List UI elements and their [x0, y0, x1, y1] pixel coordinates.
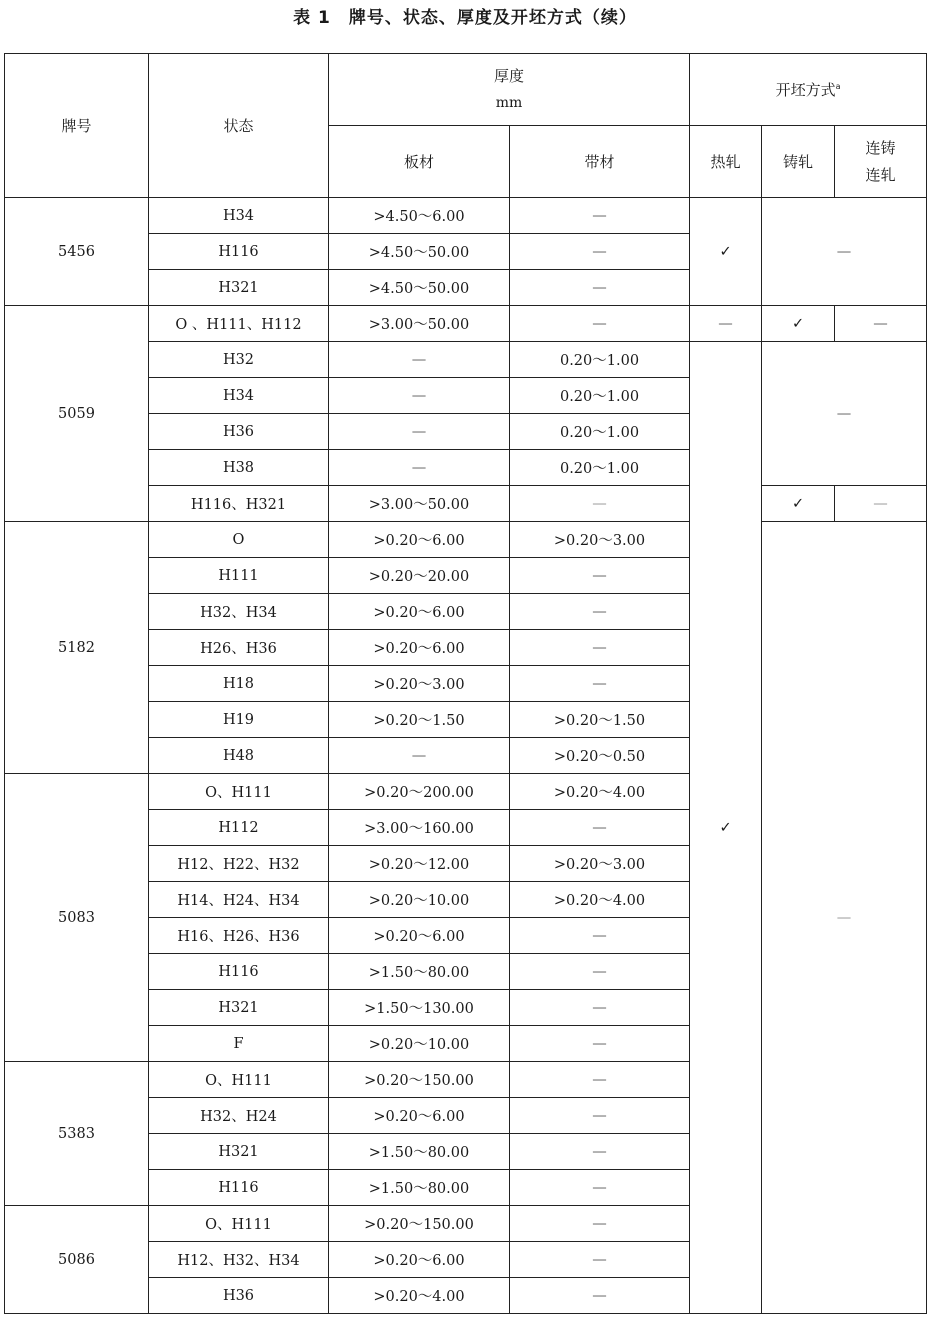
- strip-cell: —: [510, 954, 690, 990]
- strip-cell: —: [510, 1278, 690, 1314]
- temper-cell: F: [149, 1026, 329, 1062]
- temper-cell: O 、H111、H112: [149, 306, 329, 342]
- cast-continuous-5456: —: [762, 198, 927, 306]
- grade-cell: 5086: [5, 1206, 149, 1314]
- table-row: [5, 198, 927, 234]
- temper-cell: H32、H34: [149, 594, 329, 630]
- strip-cell: —: [510, 486, 690, 522]
- plate-cell: >0.20～1.50: [329, 702, 510, 738]
- strip-cell: >0.20～0.50: [510, 738, 690, 774]
- temper-cell: H32、H24: [149, 1098, 329, 1134]
- plate-cell: >4.50～6.00: [329, 198, 510, 234]
- temper-cell: H12、H32、H34: [149, 1242, 329, 1278]
- header-grade: 牌号: [5, 54, 149, 198]
- plate-cell: >0.20～12.00: [329, 846, 510, 882]
- hot-rolled-shared: ✓: [690, 342, 762, 1314]
- temper-cell: H34: [149, 378, 329, 414]
- header-temper: 状态: [149, 54, 329, 198]
- strip-cell: —: [510, 1098, 690, 1134]
- plate-cell: >0.20～20.00: [329, 558, 510, 594]
- header-method-footnote: a: [835, 82, 841, 91]
- continuous-5059-o: —: [835, 306, 927, 342]
- plate-cell: —: [329, 378, 510, 414]
- plate-cell: >0.20～150.00: [329, 1206, 510, 1242]
- header-continuous: [835, 126, 927, 198]
- header-strip: 带材: [510, 126, 690, 198]
- strip-cell: —: [510, 594, 690, 630]
- temper-cell: H12、H22、H32: [149, 846, 329, 882]
- plate-cell: >3.00～160.00: [329, 810, 510, 846]
- strip-cell: >0.20～4.00: [510, 882, 690, 918]
- strip-cell: —: [510, 990, 690, 1026]
- temper-cell: H18: [149, 666, 329, 702]
- grade-cell: 5083: [5, 774, 149, 1062]
- strip-cell: 0.20～1.00: [510, 378, 690, 414]
- temper-cell: H111: [149, 558, 329, 594]
- temper-cell: H32: [149, 342, 329, 378]
- table-title: 表 1 牌号、状态、厚度及开坯方式（续）: [293, 8, 637, 28]
- strip-cell: —: [510, 558, 690, 594]
- header-method: [690, 54, 927, 126]
- plate-cell: >0.20～4.00: [329, 1278, 510, 1314]
- header-thickness-unit: mm: [495, 94, 523, 111]
- continuous-5059-h116: —: [835, 486, 927, 522]
- strip-cell: —: [510, 918, 690, 954]
- header-continuous-line2: 连轧: [865, 165, 896, 184]
- plate-cell: >0.20～150.00: [329, 1062, 510, 1098]
- grade-cell: 5182: [5, 522, 149, 774]
- temper-cell: H321: [149, 990, 329, 1026]
- grade-temper-thickness-table: [4, 53, 927, 1314]
- plate-cell: >3.00～50.00: [329, 486, 510, 522]
- temper-cell: O、H111: [149, 1062, 329, 1098]
- plate-cell: >3.00～50.00: [329, 306, 510, 342]
- plate-cell: >0.20～6.00: [329, 630, 510, 666]
- grade-cell: 5456: [5, 198, 149, 306]
- temper-cell: H14、H24、H34: [149, 882, 329, 918]
- grade-cell: 5383: [5, 1062, 149, 1206]
- plate-cell: —: [329, 738, 510, 774]
- strip-cell: 0.20～1.00: [510, 450, 690, 486]
- strip-cell: —: [510, 1170, 690, 1206]
- temper-cell: H116、H321: [149, 486, 329, 522]
- temper-cell: H116: [149, 234, 329, 270]
- temper-cell: H116: [149, 1170, 329, 1206]
- plate-cell: —: [329, 450, 510, 486]
- temper-cell: H321: [149, 270, 329, 306]
- strip-cell: —: [510, 1026, 690, 1062]
- grade-cell: 5059: [5, 306, 149, 522]
- strip-cell: —: [510, 234, 690, 270]
- temper-cell: H16、H26、H36: [149, 918, 329, 954]
- strip-cell: —: [510, 1206, 690, 1242]
- header-cast-rolled: 铸轧: [762, 126, 835, 198]
- strip-cell: >0.20～3.00: [510, 522, 690, 558]
- temper-cell: H36: [149, 1278, 329, 1314]
- plate-cell: >4.50～50.00: [329, 270, 510, 306]
- strip-cell: —: [510, 666, 690, 702]
- cast-continuous-5059-h3x: —: [762, 342, 927, 486]
- hot-rolled-5456: ✓: [690, 198, 762, 306]
- temper-cell: H116: [149, 954, 329, 990]
- strip-cell: —: [510, 198, 690, 234]
- plate-cell: >0.20～6.00: [329, 1098, 510, 1134]
- strip-cell: —: [510, 1062, 690, 1098]
- plate-cell: >0.20～6.00: [329, 594, 510, 630]
- plate-cell: >1.50～80.00: [329, 1170, 510, 1206]
- strip-cell: —: [510, 306, 690, 342]
- header-continuous-line1: 连铸: [865, 138, 896, 157]
- strip-cell: 0.20～1.00: [510, 342, 690, 378]
- temper-cell: H19: [149, 702, 329, 738]
- temper-cell: O、H111: [149, 774, 329, 810]
- strip-cell: >0.20～4.00: [510, 774, 690, 810]
- strip-cell: —: [510, 1242, 690, 1278]
- table-row: [5, 306, 927, 342]
- plate-cell: >0.20～6.00: [329, 1242, 510, 1278]
- plate-cell: >1.50～130.00: [329, 990, 510, 1026]
- hot-rolled-5059-o: —: [690, 306, 762, 342]
- strip-cell: 0.20～1.00: [510, 414, 690, 450]
- cast-rolled-5059-o: ✓: [762, 306, 835, 342]
- table-row: [5, 522, 927, 558]
- plate-cell: >0.20～10.00: [329, 1026, 510, 1062]
- temper-cell: H36: [149, 414, 329, 450]
- temper-cell: O、H111: [149, 1206, 329, 1242]
- header-method-label: 开坯方式: [775, 81, 836, 99]
- plate-cell: >0.20～6.00: [329, 918, 510, 954]
- temper-cell: H38: [149, 450, 329, 486]
- plate-cell: >1.50～80.00: [329, 954, 510, 990]
- header-thickness: [329, 54, 690, 126]
- temper-cell: H34: [149, 198, 329, 234]
- plate-cell: >4.50～50.00: [329, 234, 510, 270]
- plate-cell: >0.20～10.00: [329, 882, 510, 918]
- strip-cell: —: [510, 810, 690, 846]
- plate-cell: >0.20～3.00: [329, 666, 510, 702]
- temper-cell: O: [149, 522, 329, 558]
- temper-cell: H48: [149, 738, 329, 774]
- temper-cell: H26、H36: [149, 630, 329, 666]
- cast-continuous-shared: —: [762, 522, 927, 1314]
- plate-cell: >0.20～200.00: [329, 774, 510, 810]
- temper-cell: H321: [149, 1134, 329, 1170]
- plate-cell: >1.50～80.00: [329, 1134, 510, 1170]
- temper-cell: H112: [149, 810, 329, 846]
- plate-cell: —: [329, 342, 510, 378]
- plate-cell: >0.20～6.00: [329, 522, 510, 558]
- header-plate: 板材: [329, 126, 510, 198]
- strip-cell: —: [510, 630, 690, 666]
- plate-cell: —: [329, 414, 510, 450]
- strip-cell: —: [510, 1134, 690, 1170]
- strip-cell: —: [510, 270, 690, 306]
- strip-cell: >0.20～3.00: [510, 846, 690, 882]
- strip-cell: >0.20～1.50: [510, 702, 690, 738]
- header-thickness-label: 厚度: [494, 66, 525, 85]
- cast-rolled-5059-h116: ✓: [762, 486, 835, 522]
- header-hot-rolled: 热轧: [690, 126, 762, 198]
